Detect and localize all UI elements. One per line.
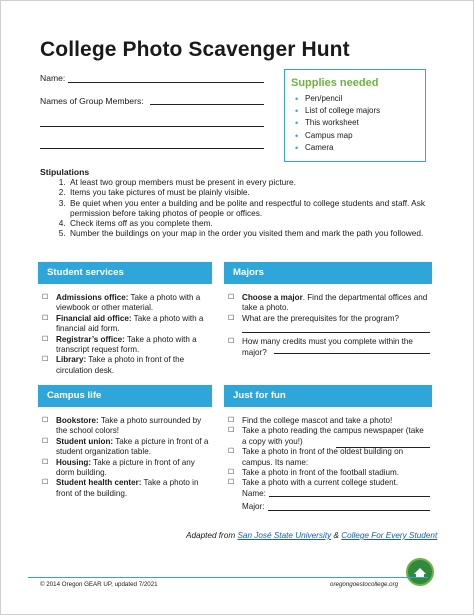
checklist-item[interactable] [40, 314, 212, 335]
checklist-item[interactable] [40, 293, 212, 314]
just-for-fun-list [226, 416, 430, 513]
stipulation-item: 1. At least two group members must be present in every picture. [68, 177, 448, 187]
page-title: College Photo Scavenger Hunt [40, 38, 350, 61]
members-field-2[interactable] [40, 126, 264, 127]
checkbox-icon[interactable]: ☐ [228, 448, 235, 456]
checklist-item[interactable] [226, 426, 430, 447]
checklist-item[interactable] [226, 337, 430, 358]
stipulation-item: 2. Items you take pictures of must be plainly visible. [68, 187, 448, 197]
checklist-item[interactable] [40, 335, 212, 356]
checklist-item[interactable] [226, 293, 430, 314]
item-bold-label: Housing: [56, 457, 92, 467]
item-text: Take a picture in front of any dorm building. [56, 457, 195, 478]
just-for-fun-header: Just for fun [224, 385, 432, 407]
item-text: Take a photo with a current college student. [242, 478, 399, 488]
item-text: Find the college mascot and take a photo! [242, 416, 393, 425]
item-bold-label: Student health center: [56, 478, 142, 488]
checklist-item[interactable] [40, 478, 212, 499]
student-name-label: Name: [242, 488, 266, 498]
checkbox-icon[interactable]: ☐ [228, 294, 235, 301]
student-major-field[interactable] [268, 510, 431, 511]
student-name-row [226, 489, 430, 499]
checklist-item[interactable] [226, 416, 430, 426]
item-text: Take a photo surrounded by the school colors! [56, 416, 202, 436]
cfes-link[interactable]: College For Every Student [341, 531, 438, 540]
item-text: What are the prerequisites for the program? [242, 313, 400, 323]
name-label: Name: [40, 73, 66, 83]
checklist-item[interactable] [226, 314, 430, 324]
members-label: Names of Group Members: [40, 96, 144, 106]
item-bold-label: Financial aid office: [56, 313, 132, 323]
checklist-item[interactable] [226, 478, 430, 488]
majors-header: Majors [224, 262, 432, 284]
checkbox-icon[interactable]: ☐ [42, 335, 49, 343]
item-text: Take a photo with a transcript request form. [56, 334, 197, 355]
answer-line[interactable] [242, 332, 430, 333]
checkbox-icon[interactable]: ☐ [42, 479, 49, 487]
stipulation-item: 5. Number the buildings on your map in the order you visited them and mark the path you followed. [68, 228, 448, 238]
item-bold-label: Choose a major [242, 293, 303, 302]
checkbox-icon[interactable]: ☐ [42, 314, 49, 322]
item-text: Take a photo reading the campus newspaper (take a copy with you!) [242, 426, 424, 446]
item-bold-label: Library: [56, 355, 87, 365]
item-text: Take a photo in front of the circulation desk. [56, 355, 185, 375]
checklist-item[interactable] [40, 355, 212, 376]
footer-website[interactable]: oregongoestocollege.org [330, 581, 399, 588]
checkbox-icon[interactable]: ☐ [228, 479, 235, 487]
checkbox-icon[interactable]: ☐ [42, 417, 49, 424]
supply-item: • List of college majors [293, 105, 380, 117]
student-major-row [226, 502, 430, 512]
checklist-item[interactable] [226, 447, 430, 468]
student-major-label: Major: [242, 502, 265, 512]
item-text: Take a photo in front of the oldest building on campus. Its name: [242, 447, 404, 467]
campus-life-list [40, 416, 212, 499]
supply-item: • This worksheet [293, 117, 380, 129]
student-name-field[interactable] [269, 496, 430, 497]
item-text: Take a photo with a viewbook or other material. [56, 293, 201, 313]
checklist-item[interactable] [40, 437, 212, 458]
members-field-3[interactable] [40, 148, 264, 149]
supplies-list [293, 93, 380, 154]
stipulations-heading: Stipulations [40, 167, 90, 177]
item-text: Take a photo with a financial aid form. [56, 313, 204, 334]
credits-answer-line[interactable] [274, 353, 430, 354]
student-services-list [40, 293, 212, 376]
supplies-box [284, 69, 426, 162]
item-bold-label: Registrar’s office: [56, 334, 125, 344]
checkbox-icon[interactable]: ☐ [228, 338, 235, 346]
campus-life-header: Campus life [38, 385, 212, 407]
adapted-amp: & [331, 531, 342, 540]
checklist-item[interactable] [40, 416, 212, 437]
item-bold-label: Bookstore: [56, 416, 99, 425]
stipulations-list [54, 177, 448, 239]
item-text: . Find the departmental offices and take a photo. [242, 293, 428, 313]
item-text: How many credits must you complete within the major? [242, 337, 413, 357]
supplies-heading: Supplies needed [291, 77, 379, 89]
checkbox-icon[interactable]: ☐ [42, 437, 49, 445]
item-bold-label: Admissions office: [56, 293, 129, 302]
adapted-credit [186, 531, 437, 540]
footer-copyright: © 2014 Oregon GEAR UP, updated 7/2021 [40, 581, 158, 588]
stipulation-item: 4. Check items off as you complete them. [68, 218, 448, 228]
footer-divider [28, 577, 428, 578]
supply-item: • Campus map [293, 130, 380, 142]
checkbox-icon[interactable]: ☐ [228, 427, 235, 435]
oldest-building-field[interactable] [336, 447, 430, 448]
item-text: Take a picture in front of a student organization table. [56, 436, 209, 457]
checkbox-icon[interactable]: ☐ [42, 458, 49, 466]
checklist-item[interactable] [40, 458, 212, 479]
members-field-1[interactable] [150, 104, 264, 105]
oregon-gear-up-logo-icon [406, 558, 434, 586]
checklist-item[interactable] [226, 468, 430, 478]
sjsu-link[interactable]: San José State University [237, 531, 332, 540]
item-text: Take a photo in front of the building. [56, 478, 199, 498]
stipulation-item: 3. Be quiet when you enter a building and be polite and respectful to college students and staff. Ask permission before taking photos of people or offices. [68, 198, 448, 219]
checkbox-icon[interactable]: ☐ [228, 469, 235, 477]
name-field[interactable] [68, 82, 264, 83]
checkbox-icon[interactable]: ☐ [228, 417, 235, 424]
item-bold-label: Student union: [56, 436, 114, 446]
supply-item: • Camera [293, 142, 380, 154]
supply-item: • Pen/pencil [293, 93, 380, 105]
student-services-header: Student services [38, 262, 212, 284]
checkbox-icon[interactable]: ☐ [42, 356, 49, 364]
checkbox-icon[interactable]: ☐ [228, 314, 235, 322]
item-text: Take a photo in front of the football stadium. [242, 468, 400, 478]
majors-list [226, 293, 430, 358]
adapted-prefix: Adapted from [186, 531, 238, 540]
checkbox-icon[interactable]: ☐ [42, 294, 49, 301]
